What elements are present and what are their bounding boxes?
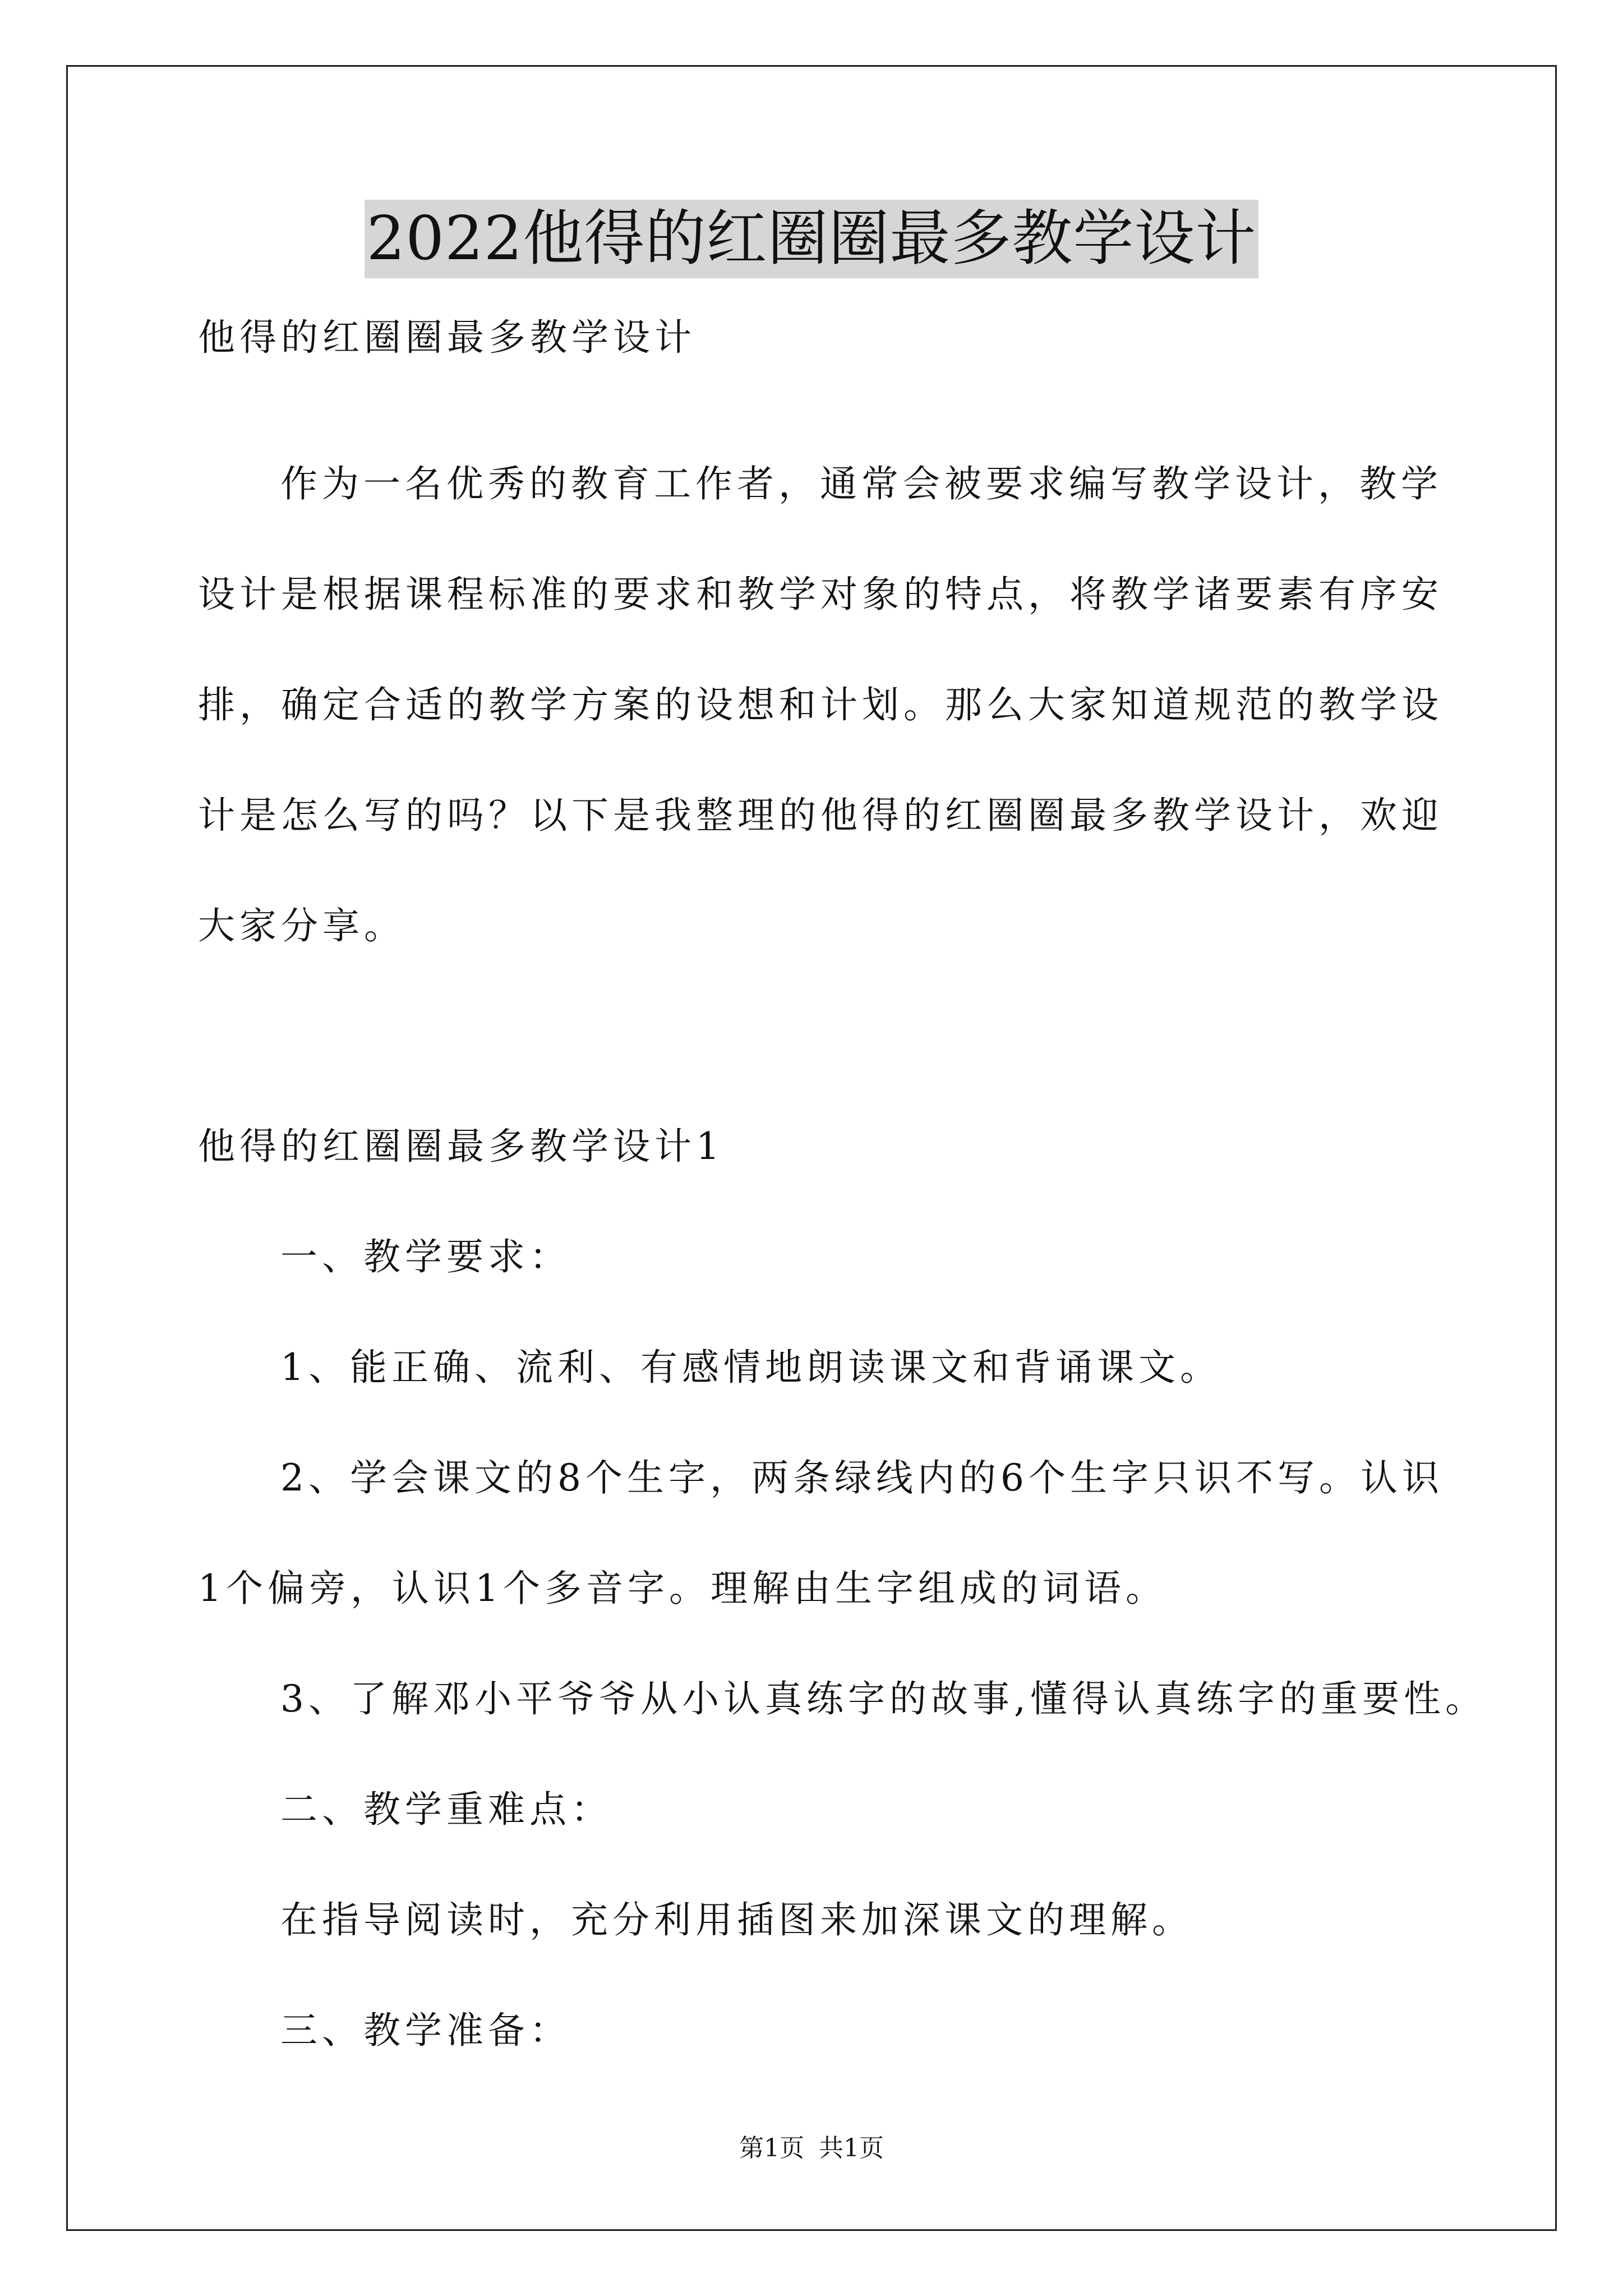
paragraph-line: 3、了解邓小平爷爷从小认真练字的故事,懂得认真练字的重要性。 bbox=[280, 1677, 1487, 1720]
page-total: 共1页 bbox=[819, 2134, 884, 2162]
paragraph-line: 二、教学重难点： bbox=[280, 1788, 612, 1831]
paragraph-line: 作为一名优秀的教育工作者，通常会被要求编写教学设计，教学 bbox=[280, 462, 1442, 505]
paragraph-line: 设计是根据课程标准的要求和教学对象的特点，将教学诸要素有序安 bbox=[198, 573, 1443, 616]
section-heading: 他得的红圈圈最多教学设计1 bbox=[198, 1125, 724, 1168]
paragraph-line: 1个偏旁，认识1个多音字。理解由生字组成的词语。 bbox=[198, 1567, 1167, 1610]
paragraph-line: 一、教学要求： bbox=[280, 1235, 571, 1278]
paragraph-line: 三、教学准备： bbox=[280, 2009, 571, 2052]
subtitle-line: 他得的红圈圈最多教学设计 bbox=[198, 316, 696, 359]
title-container bbox=[0, 200, 1623, 278]
paragraph-line: 排，确定合适的教学方案的设想和计划。那么大家知道规范的教学设 bbox=[198, 683, 1443, 726]
paragraph-line: 在指导阅读时，充分利用插图来加深课文的理解。 bbox=[280, 1898, 1193, 1941]
page-footer bbox=[0, 2132, 1623, 2165]
paragraph-line: 2、学会课文的8个生字，两条绿线内的6个生字只识不写。认识 bbox=[280, 1456, 1444, 1499]
paragraph-line: 1、能正确、流利、有感情地朗读课文和背诵课文。 bbox=[280, 1346, 1221, 1389]
paragraph-line: 大家分享。 bbox=[198, 904, 405, 947]
paragraph-line: 计是怎么写的吗？以下是我整理的他得的红圈圈最多教学设计，欢迎 bbox=[198, 794, 1443, 837]
document-title: 2022他得的红圈圈最多教学设计 bbox=[365, 200, 1259, 278]
page-number: 第1页 bbox=[739, 2134, 804, 2162]
